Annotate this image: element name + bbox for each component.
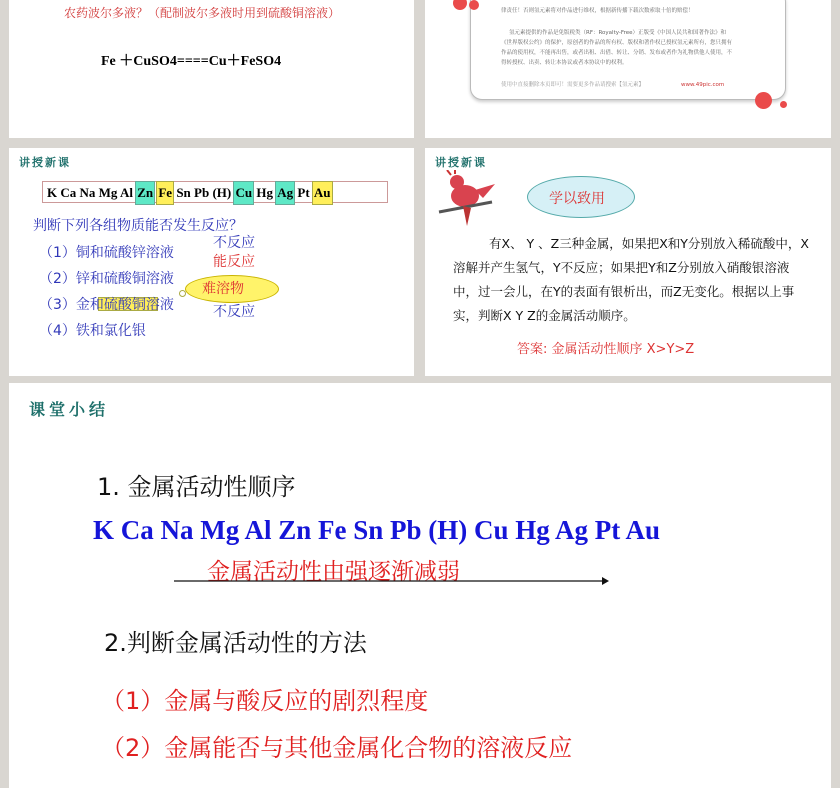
question-text: 农药波尔多液？（配制波尔多液时用到硫酸铜溶液） bbox=[64, 6, 341, 20]
metal-zn: Zn bbox=[136, 182, 154, 204]
arrow-right-icon bbox=[174, 575, 609, 587]
slide-2[interactable] bbox=[425, 0, 831, 138]
section-header: 课堂小结 bbox=[29, 400, 110, 419]
decor-dot bbox=[453, 0, 467, 10]
slide-3[interactable] bbox=[9, 148, 414, 376]
copyright-footer: 使用中直接删除本页即可！需要更多作品请搜索【氢元素】 bbox=[501, 82, 645, 88]
metal-text: K Ca Na Mg Al bbox=[47, 185, 137, 200]
metal-text: Hg bbox=[253, 185, 277, 200]
decor-dot bbox=[755, 92, 772, 109]
copyright-line: 得转授权、出卖、转让本协议或者本协议中的权利。 bbox=[501, 60, 628, 66]
copyright-line: 律责任！否则氢元素将对作品进行维权，根据新传播下载次数索取十倍的赔偿！ bbox=[501, 8, 694, 14]
section-header: 讲授新课 bbox=[435, 156, 487, 169]
heading-1: 1. 金属活动性顺序 bbox=[97, 473, 296, 501]
slide-1[interactable] bbox=[9, 0, 414, 138]
decor-dot bbox=[469, 0, 479, 10]
bubble-text: 学以致用 bbox=[549, 191, 605, 207]
copyright-line: 氢元素提供的作品是免版税类（RF：Royalty-Free）正版受《中国人民共和国著作法》和 bbox=[509, 30, 727, 36]
activity-series: K Ca Na Mg Al Zn Fe Sn Pb (H) Cu Hg Ag Pt Au bbox=[93, 515, 661, 545]
metal-fe: Fe bbox=[157, 182, 173, 204]
metal-ag: Ag bbox=[276, 182, 294, 204]
bubble-dot bbox=[179, 290, 186, 297]
list-item: （2）锌和硫酸铜溶液 bbox=[39, 271, 174, 287]
equation: Fe ＋CuSO4====Cu＋FeSO4 bbox=[101, 54, 282, 69]
decor-dot bbox=[780, 101, 787, 108]
list-item: （3）金和硫酸铜溶液 bbox=[39, 297, 174, 313]
metal-text: Pt bbox=[294, 185, 313, 200]
question-text: 判断下列各组物质能否发生反应？ bbox=[33, 218, 243, 234]
bubble-text: 难溶物 bbox=[202, 281, 244, 297]
answer-text: 能反应 bbox=[213, 254, 255, 270]
answer-text: 答案: 金属活动性顺序 X>Y>Z bbox=[517, 342, 695, 357]
parrot-icon bbox=[437, 170, 497, 230]
problem-paragraph: 有X、 Y 、Z三种金属，如果把X和Y分别放入稀硫酸中，X溶解并产生氢气，Y不反应；如果把Y和Z分别放入硝酸银溶液中，过一会儿，在Y的表面有银析出，而Z无变化。根据以上事实，判断X Y Z的金属活动顺序。 bbox=[453, 236, 809, 323]
method-2: （2）金属能否与其他金属化合物的溶液反应 bbox=[101, 734, 573, 762]
answer-text: 不反应 bbox=[213, 235, 255, 251]
site-link[interactable]: www.49pic.com bbox=[681, 82, 725, 88]
slide-4[interactable] bbox=[425, 148, 831, 376]
section-header: 讲授新课 bbox=[19, 156, 71, 169]
slide-5[interactable] bbox=[9, 383, 831, 788]
list-item: （4）铁和氯化银 bbox=[39, 323, 146, 339]
method-1: （1）金属与酸反应的剧烈程度 bbox=[101, 687, 429, 715]
arrow-label: 金属活动性由强逐渐减弱 bbox=[207, 559, 460, 585]
metal-au: Au bbox=[313, 182, 332, 204]
copyright-card bbox=[470, 0, 786, 100]
answer-text: 不反应 bbox=[213, 304, 255, 320]
list-item: （1）铜和硫酸锌溶液 bbox=[39, 245, 174, 261]
activity-series-box bbox=[42, 181, 388, 203]
metal-text: Sn Pb (H) bbox=[173, 185, 235, 200]
heading-2: 2.判断金属活动性的方法 bbox=[104, 629, 367, 657]
copyright-line: 作品的使用权，不能再出售，或者出租、出借、转让、分销、发布或者作为礼物供他人使用，不 bbox=[501, 50, 733, 56]
metal-cu: Cu bbox=[234, 182, 253, 204]
copyright-line: 《世界版权公约》的保护，原创者的作品的所有权、版权和著作权已授权氢元素所有，您只拥有 bbox=[501, 40, 733, 46]
